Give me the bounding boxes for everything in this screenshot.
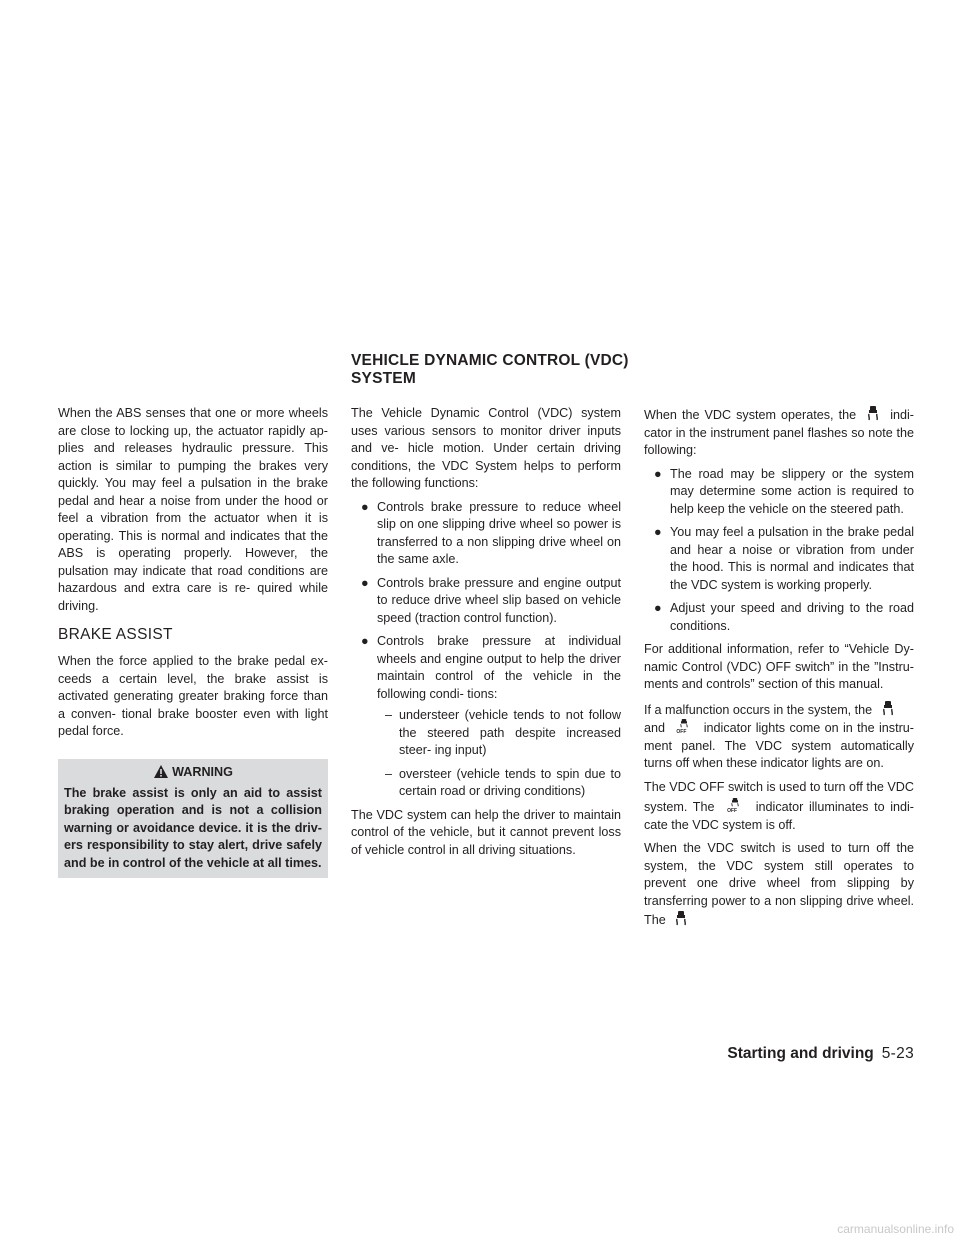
abs-paragraph: When the ABS senses that one or more wheels are close to locking up, the actuator rapidly ap- plies and releases hydraulic pressure. This action is similar to pumping the brakes very quickly. You may feel a pulsation in the brake pedal and hear a noise from under the hood or feel a vibration from the actuator when it is operating. This is normal and indicates that the ABS is operating properly. However, the pulsation may indicate that road conditions are hazardous and extra care is re- quired while driving. [58,406,328,613]
vdc-slip-indicator-icon [864,405,882,421]
vdc-slip-indicator-icon [879,700,897,716]
section-heading-line2: SYSTEM [351,370,416,387]
sublist-item-text: oversteer (vehicle tends to spin due to certain road or driving conditions) [399,766,621,798]
list-item-text: Adjust your speed and driving to the road conditions. [670,601,914,633]
vdc-switch-paragraph [644,840,914,930]
warning-header [64,759,322,785]
brake-assist-heading: BRAKE ASSIST [58,626,173,643]
watermark: carmanualsonline.info [837,1222,954,1236]
bullet-icon: ● [654,601,662,615]
vdc-slip-indicator-icon [672,910,690,926]
text-fragment: When the VDC switch is used to turn off the system, the VDC system still operates to prevent one drive wheel from slipping by transferring power to a non slipping drive wheel. The [644,841,914,927]
list-item-text: Controls brake pressure to reduce wheel slip on one slipping drive wheel so power is transferred to a non slipping drive wheel on the same axle. [377,499,621,566]
off-label: OFF [676,729,687,735]
dash-icon: – [385,708,393,722]
warning-box [58,759,328,879]
text-fragment: indicator illuminates to indi- cate the VDC system is off. [644,800,914,832]
text-fragment: system. The [644,800,715,814]
vdc-off-indicator-icon [724,798,746,814]
list-item-text: The road may be slippery or the system may determine some action is required to help keep the vehicle on the steered path. [670,466,914,516]
text-fragment: When the VDC system operates, the [644,408,857,422]
text-fragment: If a malfunction occurs in the system, the [644,702,873,717]
list-item-text: You may feel a pulsation in the brake pedal and hear a noise or vibration from under the hood. This is normal and indicates that the VDC system is working properly. [670,525,914,592]
vdc-off-indicator-paragraph [644,798,914,834]
sublist-item-text: understeer (vehicle tends to not follow the steered path despite increased steer- ing input) [399,708,621,757]
list-item [351,499,621,569]
bullet-icon: ● [361,575,369,590]
vdc-notes-list [644,466,914,636]
list-item [644,600,914,635]
bullet-icon: ● [654,525,662,539]
column-left [58,405,328,878]
section-heading-line1: VEHICLE DYNAMIC CONTROL (VDC) [351,352,629,369]
list-item [644,466,914,519]
bullet-icon: ● [654,466,662,481]
bullet-icon: ● [361,499,369,514]
page-footer [727,1044,914,1064]
bullet-icon: ● [361,634,369,648]
vdc-off-switch-paragraph: The VDC OFF switch is used to turn off the VDC [644,779,914,794]
off-label: OFF [727,808,738,814]
brake-assist-paragraph: When the force applied to the brake pedal ex- ceeds a certain level, the brake assist is activated generating greater braking force than a conven- tional brake booster even with light pedal force. [58,654,328,738]
footer-section-title: Starting and driving [727,1045,874,1062]
vdc-operates-paragraph [644,405,914,460]
warning-title: WARNING [172,764,233,779]
warning-body: The brake assist is only an aid to assist braking operation and is not a collision warning or avoidance device. it is the driv- ers responsibility to stay alert, drive safely and be in control of the vehicle at all times. [64,785,322,870]
column-middle [351,405,621,865]
dash-icon: – [385,766,393,781]
text-fragment: and [644,721,666,735]
additional-info-paragraph: For additional information, refer to “Vehicle Dy- namic Control (VDC) OFF switch” in the ”Instru- ments and controls” section of this manual. [644,642,914,691]
vdc-functions-list [351,499,621,801]
sublist-item [377,766,621,801]
condition-sublist [377,707,621,801]
vdc-section-heading [351,352,629,388]
list-item [644,524,914,594]
list-item-text: Controls brake pressure and engine output to reduce drive wheel slip based on vehicle speed (traction control function). [377,575,621,625]
column-right [644,405,914,936]
warning-triangle-icon [153,764,169,779]
text-fragment: indi- cator in the instrument panel flashes so note the following: [644,408,915,457]
vdc-off-indicator-icon [673,719,695,735]
list-item [351,575,621,628]
malfunction-paragraph [644,700,914,773]
page-number: 5-23 [881,1045,914,1062]
text-fragment: indicator lights come on in the instru- ment panel. The VDC system automatically turns off when these indicator lights are on. [644,721,914,770]
vdc-closing-paragraph: The VDC system can help the driver to maintain control of the vehicle, but it cannot prevent loss of vehicle control in all driving situations. [351,807,621,857]
list-item-text: Controls brake pressure at individual wheels and engine output to help the driver maintain control of the vehicle in the following condi- tions: [377,634,621,701]
list-item [351,633,621,801]
sublist-item [377,707,621,760]
vdc-intro-paragraph: The Vehicle Dynamic Control (VDC) system uses various sensors to monitor driver inputs and ve- hicle motion. Under certain driving conditions, the VDC System helps to perform the following functions: [351,406,621,490]
